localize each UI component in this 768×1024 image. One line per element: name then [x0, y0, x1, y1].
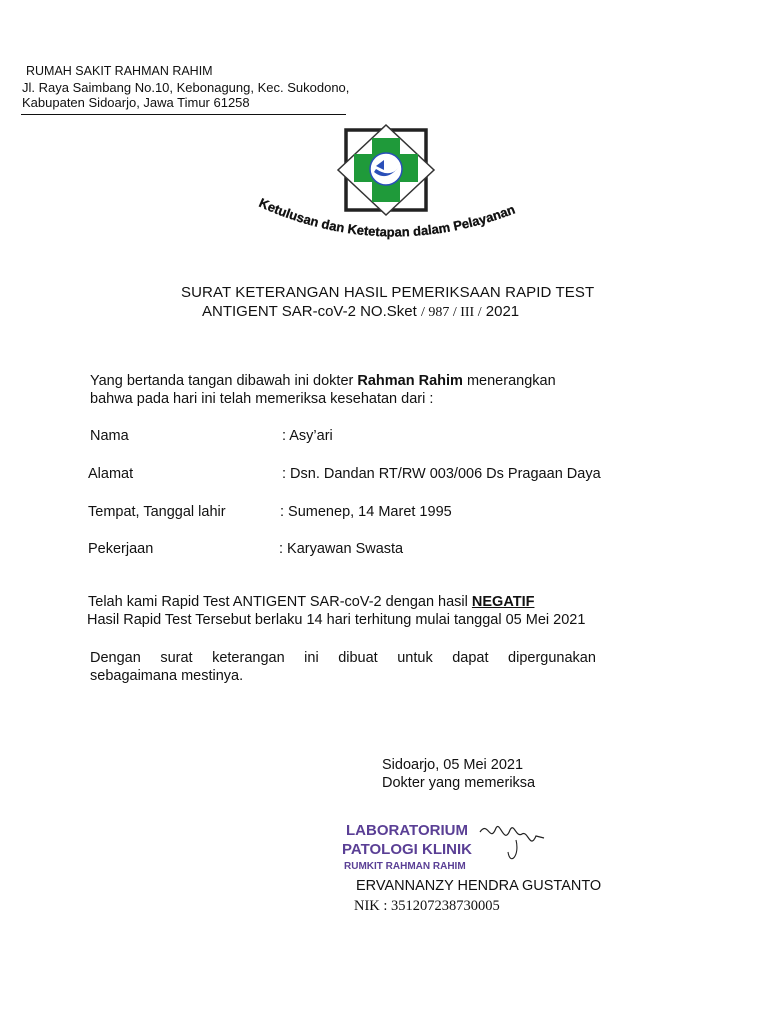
document-title-prefix: ANTIGENT SAR-coV-2 NO.Sket	[202, 303, 417, 320]
intro-prefix: Yang bertanda tangan dibawah ini dokter	[90, 373, 354, 389]
result-line2: Hasil Rapid Test Tersebut berlaku 14 hari terhitung mulai tanggal 05 Mei 2021	[87, 612, 586, 628]
document-number: / 987 / III /	[420, 305, 482, 320]
hospital-address-line1: Jl. Raya Saimbang No.10, Kebonagung, Kec. Sukodono,	[22, 80, 350, 95]
signature-nik: NIK : 351207238730005	[354, 898, 500, 914]
signature-scribble	[480, 826, 544, 841]
field-label-pekerjaan: Pekerjaan	[88, 541, 154, 557]
signature-place-date: Sidoarjo, 05 Mei 2021	[382, 757, 524, 773]
signature-doctor-name: ERVANNANZY HENDRA GUSTANTO	[356, 878, 602, 894]
document-title-line2	[202, 303, 519, 321]
logo-emblem	[370, 153, 402, 185]
document-year: 2021	[485, 303, 520, 320]
field-value-ttl: : Sumenep, 14 Maret 1995	[280, 504, 452, 520]
field-label-ttl: Tempat, Tanggal lahir	[88, 504, 226, 520]
closing-line1	[90, 650, 596, 666]
hospital-motto	[250, 188, 536, 258]
result-prefix: Telah kami Rapid Test ANTIGENT SAR-coV-2 dengan hasil	[88, 594, 468, 610]
document-title-line1: SURAT KETERANGAN HASIL PEMERIKSAAN RAPID TEST	[181, 284, 595, 301]
field-value-pekerjaan: : Karyawan Swasta	[279, 541, 404, 557]
closing-word: dapat	[452, 650, 489, 666]
closing-word: untuk	[397, 650, 433, 666]
header-divider	[21, 114, 346, 115]
hospital-address-line2: Kabupaten Sidoarjo, Jawa Timur 61258	[22, 95, 250, 110]
field-label-alamat: Alamat	[88, 466, 134, 482]
svg-text:Ketulusan dan Ketetapan dalam	[257, 195, 517, 239]
motto-text: Ketulusan dan Ketetapan dalam Pelayanan	[256, 195, 518, 240]
field-label-nama: Nama	[90, 428, 129, 444]
closing-word: Dengan	[90, 650, 141, 666]
signature-role: Dokter yang memeriksa	[382, 775, 536, 791]
hospital-name: RUMAH SAKIT RAHMAN RAHIM	[26, 64, 213, 78]
result-line1	[88, 594, 534, 610]
intro-suffix: menerangkan	[466, 373, 556, 389]
intro-line2: bahwa pada hari ini telah memeriksa kesehatan dari :	[90, 391, 434, 407]
signature-scribble-tail	[508, 840, 517, 859]
closing-word: dibuat	[338, 650, 378, 666]
closing-word: keterangan	[212, 650, 285, 666]
stamp-line2: PATOLOGI KLINIK	[342, 841, 472, 858]
stamp-line3: RUMKIT RAHMAN RAHIM	[344, 861, 466, 872]
closing-word: surat	[160, 650, 193, 666]
lab-stamp	[340, 816, 550, 874]
field-value-nama: : Asy’ari	[282, 428, 333, 444]
stamp-line1: LABORATORIUM	[346, 822, 468, 839]
result-status: NEGATIF	[471, 594, 535, 610]
intro-doctor-name: Rahman Rahim	[357, 373, 463, 389]
field-value-alamat: : Dsn. Dandan RT/RW 003/006 Ds Pragaan Daya	[282, 466, 601, 482]
closing-word: ini	[304, 650, 319, 666]
closing-line2: sebagaimana mestinya.	[90, 668, 244, 684]
intro-line1	[90, 373, 556, 389]
closing-word: dipergunakan	[508, 650, 596, 666]
